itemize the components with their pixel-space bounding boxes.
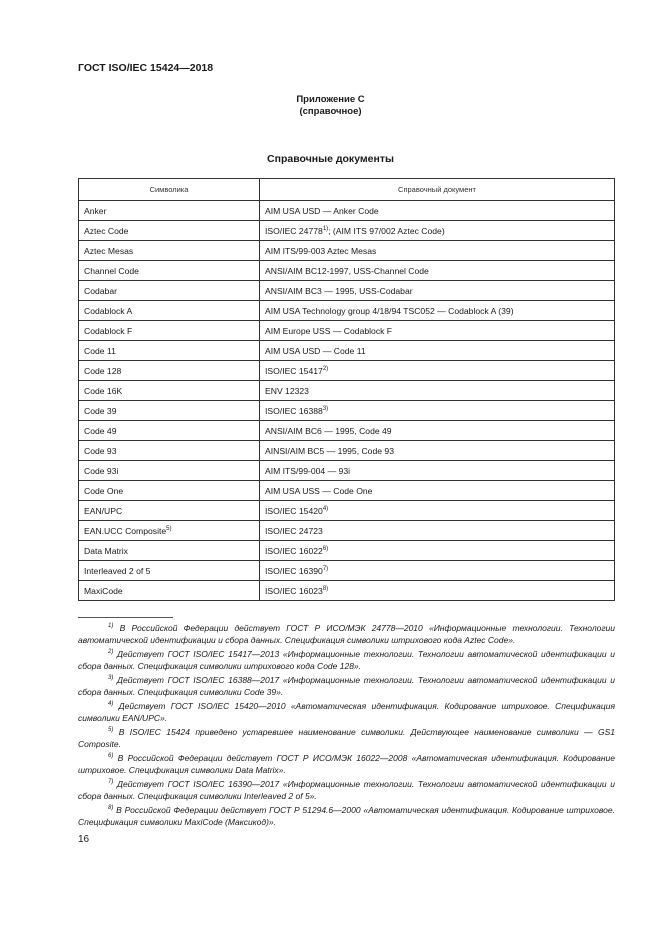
footnote-mark: 6)	[108, 753, 114, 760]
table-row	[79, 461, 615, 481]
cell-text: ISO/IEC 16022	[265, 545, 323, 556]
cell-text: AIM USA USD — Anker Code	[265, 205, 379, 216]
table-row	[79, 381, 615, 401]
cell-text: ISO/IEC 16023	[265, 585, 323, 596]
symbology-cell	[79, 381, 260, 401]
footnote-mark: 8)	[108, 805, 114, 812]
appendix-subtitle: (справочное)	[299, 106, 362, 117]
footnote	[78, 753, 615, 776]
table-row	[79, 581, 615, 601]
symbology-cell	[79, 501, 260, 521]
cell-text: Anker	[84, 205, 107, 216]
footnote-mark: 1)	[108, 623, 114, 630]
cell-text: ISO/IEC 15417	[265, 365, 323, 376]
footnote	[78, 701, 615, 724]
footnote-text: В Российской Федерации действует ГОСТ Р 51294.6—2000 «Автоматическая идентификация. Кодирование штриховое. Спецификация символики MaxiCode (Максикод)».	[78, 805, 615, 827]
footnote	[78, 727, 615, 750]
footnote-ref: 5)	[166, 525, 172, 532]
page-body	[78, 178, 615, 846]
cell-text: Codabar	[84, 285, 117, 296]
symbology-cell	[79, 261, 260, 281]
footnote-text: Действует ГОСТ ISO/IEC 15417—2013 «Информационные технологии. Технологии автоматической идентификации и сбора данных. Спецификация символики штрихового кода Code 128».	[78, 649, 615, 671]
cell-text: Channel Code	[84, 265, 139, 276]
document-cell	[260, 401, 615, 421]
cell-text: ISO/IEC 16390	[265, 565, 323, 576]
footnote	[78, 779, 615, 802]
document-cell	[260, 301, 615, 321]
cell-text: EAN.UCC Composite	[84, 525, 167, 536]
document-cell	[260, 561, 615, 581]
symbology-cell	[79, 221, 260, 241]
footnote	[78, 649, 615, 672]
footnote-mark: 2)	[108, 649, 114, 656]
cell-text: ENV 12323	[265, 385, 309, 396]
symbology-cell	[79, 481, 260, 501]
footnote-ref: 6)	[322, 545, 329, 552]
footnote-divider	[78, 617, 173, 618]
table-row	[79, 541, 615, 561]
document-cell	[260, 261, 615, 281]
symbology-cell	[79, 281, 260, 301]
table-row	[79, 361, 615, 381]
document-cell	[260, 221, 615, 241]
cell-text: ; (AIM ITS 97/002 Aztec Code)	[328, 225, 445, 236]
table-row	[79, 481, 615, 501]
cell-text: Code 16K	[84, 385, 123, 396]
cell-text: Code 39	[84, 405, 117, 416]
document-header: ГОСТ ISO/IEC 15424—2018	[78, 62, 214, 74]
footnote-text: В Российской Федерации действует ГОСТ Р ИСО/МЭК 16022—2008 «Автоматическая идентификация. Кодирование штриховое. Спецификация символики Data Matrix».	[78, 753, 615, 775]
cell-text: AIM Europe USS — Codablock F	[265, 325, 393, 336]
cell-text: AINSI/AIM BC5 — 1995, Code 93	[265, 445, 394, 456]
footnote-mark: 7)	[108, 779, 114, 786]
footnote-text: Действует ГОСТ ISO/IEC 16390—2017 «Информационные технологии. Технологии автоматической идентификации и сбора данных. Спецификация символики Interleaved 2 of 5».	[78, 779, 615, 801]
page-number: 16	[78, 834, 90, 845]
footnote-ref: 7)	[322, 565, 329, 572]
cell-text: AIM USA USS — Code One	[265, 485, 373, 496]
cell-text: Code One	[84, 485, 124, 496]
cell-text: AIM USA Technology group 4/18/94 TSC052 — Codablock A (39)	[265, 305, 514, 316]
symbology-cell	[79, 441, 260, 461]
document-cell	[260, 501, 615, 521]
footnote	[78, 623, 615, 646]
table-row	[79, 321, 615, 341]
cell-text: MaxiCode	[84, 585, 123, 596]
symbology-cell	[79, 201, 260, 221]
reference-table	[78, 178, 615, 601]
cell-text: ISO/IEC 24723	[265, 525, 323, 536]
table-row	[79, 301, 615, 321]
column-header: Справочный документ	[260, 179, 615, 201]
section-title: Справочные документы	[267, 153, 394, 165]
symbology-cell	[79, 421, 260, 441]
symbology-cell	[79, 561, 260, 581]
cell-text: Aztec Code	[84, 225, 129, 236]
table-row	[79, 421, 615, 441]
cell-text: ISO/IEC 15420	[265, 505, 323, 516]
symbology-cell	[79, 541, 260, 561]
document-cell	[260, 321, 615, 341]
cell-text: ANSI/AIM BC3 — 1995, USS-Codabar	[265, 285, 413, 296]
footnote-text: В Российской Федерации действует ГОСТ Р ИСО/МЭК 24778—2010 «Информационные технологии. Технологии автоматической идентификации и сбора данных. Спецификация символики штрихового кода Aztec Code».	[78, 623, 615, 645]
footnote-ref: 1)	[322, 225, 329, 232]
cell-text: Codablock F	[84, 325, 133, 336]
footnote-ref: 8)	[322, 585, 329, 592]
cell-text: ISO/IEC 16388	[265, 405, 323, 416]
symbology-cell	[79, 361, 260, 381]
footnote-text: Действует ГОСТ ISO/IEC 16388—2017 «Информационные технологии. Технологии автоматической идентификации и сбора данных. Спецификация символики Code 39».	[78, 675, 615, 697]
document-cell	[260, 381, 615, 401]
appendix-title: Приложение С	[296, 94, 365, 105]
cell-text: EAN/UPC	[84, 505, 123, 516]
table-row	[79, 221, 615, 241]
cell-text: Interleaved 2 of 5	[84, 565, 151, 576]
document-cell	[260, 241, 615, 261]
document-cell	[260, 461, 615, 481]
document-cell	[260, 481, 615, 501]
document-cell	[260, 281, 615, 301]
table-row	[79, 341, 615, 361]
footnote-mark: 3)	[108, 675, 114, 682]
footnote-ref: 2)	[322, 365, 329, 372]
symbology-cell	[79, 521, 260, 541]
cell-text: Code 93i	[84, 465, 119, 476]
symbology-cell	[79, 461, 260, 481]
document-cell	[260, 341, 615, 361]
cell-text: Code 93	[84, 445, 117, 456]
cell-text: Codablock A	[84, 305, 133, 316]
symbology-cell	[79, 301, 260, 321]
footnote-text: В ISO/IEC 15424 приведено устаревшее наименование символики. Действующее наименование символики — GS1 Composite.	[78, 727, 615, 749]
footnotes	[78, 623, 615, 828]
symbology-cell	[79, 321, 260, 341]
cell-text: Code 11	[84, 345, 116, 356]
table-row	[79, 201, 615, 221]
footnote-text: Действует ГОСТ ISO/IEC 15420—2010 «Автоматическая идентификация. Кодирование штриховое. Спецификация символики EAN/UPC».	[78, 701, 615, 723]
symbology-cell	[79, 241, 260, 261]
document-cell	[260, 441, 615, 461]
table-row	[79, 561, 615, 581]
document-cell	[260, 541, 615, 561]
table-row	[79, 441, 615, 461]
table-row	[79, 501, 615, 521]
document-cell	[260, 521, 615, 541]
document-cell	[260, 201, 615, 221]
cell-text: ISO/IEC 24778	[265, 225, 323, 236]
footnote-mark: 4)	[108, 701, 114, 708]
symbology-cell	[79, 401, 260, 421]
document-cell	[260, 361, 615, 381]
symbology-cell	[79, 341, 260, 361]
symbology-cell	[79, 581, 260, 601]
footnote-ref: 3)	[322, 405, 329, 412]
table-row	[79, 401, 615, 421]
column-header: Символика	[79, 179, 260, 201]
table-row	[79, 521, 615, 541]
cell-text: AIM ITS/99-003 Aztec Mesas	[265, 245, 377, 256]
cell-text: AIM USA USD — Code 11	[265, 345, 366, 356]
cell-text: ANSI/AIM BC6 — 1995, Code 49	[265, 425, 392, 436]
footnote-ref: 4)	[322, 505, 329, 512]
cell-text: Data Matrix	[84, 545, 128, 556]
cell-text: Code 128	[84, 365, 122, 376]
footnote	[78, 805, 615, 828]
table-row	[79, 281, 615, 301]
document-cell	[260, 581, 615, 601]
cell-text: Code 49	[84, 425, 117, 436]
footnote	[78, 675, 615, 698]
table-row	[79, 241, 615, 261]
footnote-mark: 5)	[108, 727, 114, 734]
document-cell	[260, 421, 615, 441]
cell-text: AIM ITS/99-004 — 93i	[265, 465, 351, 476]
cell-text: ANSI/AIM BC12-1997, USS-Channel Code	[265, 265, 429, 276]
cell-text: Aztec Mesas	[84, 245, 134, 256]
table-row	[79, 261, 615, 281]
